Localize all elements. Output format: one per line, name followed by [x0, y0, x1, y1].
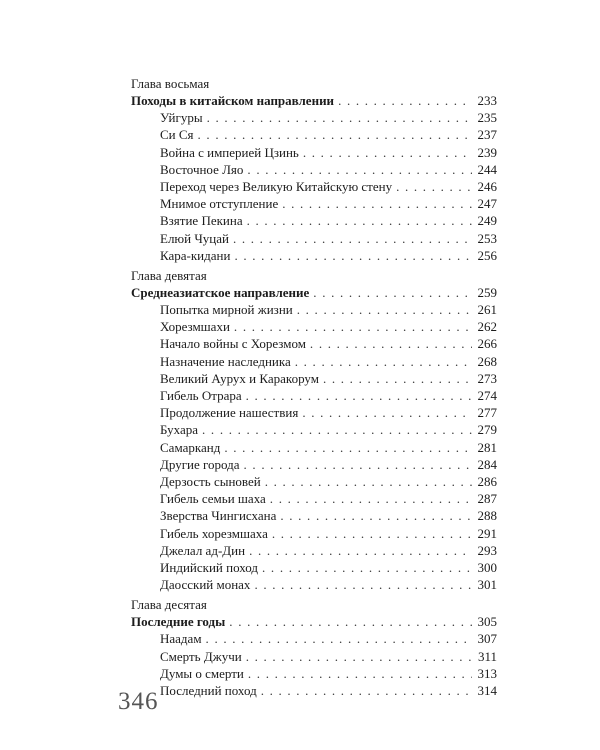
dot-leader — [297, 301, 472, 318]
page-number: 287 — [477, 491, 497, 507]
dot-leader — [234, 247, 472, 264]
dot-leader — [303, 144, 472, 161]
entry-title: Бухара — [160, 422, 199, 438]
toc-entry — [131, 490, 497, 507]
toc-entry — [131, 212, 497, 229]
entry-title: Война с империей Цзинь — [160, 144, 299, 160]
dot-leader — [261, 682, 472, 699]
dot-leader — [254, 576, 472, 593]
dot-leader — [310, 335, 472, 352]
chapter-section — [131, 268, 497, 593]
toc-entry — [131, 161, 497, 178]
toc-entry — [131, 126, 497, 143]
page-number: 246 — [477, 178, 497, 194]
dot-leader — [207, 109, 472, 126]
entry-title: Гибель Отрара — [160, 388, 242, 403]
entry-title: Назначение наследника — [160, 353, 291, 369]
dot-leader — [233, 230, 472, 247]
dot-leader — [313, 284, 472, 301]
dot-leader — [302, 404, 472, 421]
toc-entry — [131, 109, 497, 126]
page-number: 247 — [477, 196, 497, 212]
chapter-label: Глава девятая — [131, 267, 207, 283]
chapter-title: Последние годы — [131, 614, 226, 630]
toc-entry — [131, 559, 497, 576]
chapter-label: Глава десятая — [131, 597, 207, 613]
entry-title: Уйгуры — [160, 110, 203, 126]
table-of-contents — [131, 76, 497, 703]
chapter-title-row — [131, 613, 497, 630]
entry-title: Наадам — [160, 631, 202, 647]
toc-entry — [131, 353, 497, 370]
page-number: 311 — [477, 648, 497, 664]
dot-leader — [206, 630, 472, 647]
toc-entry — [131, 301, 497, 318]
entry-title: Хорезмшахи — [160, 319, 230, 335]
entry-title: Зверства Чингисхана — [160, 508, 277, 524]
dot-leader — [295, 353, 472, 370]
dot-leader — [248, 665, 472, 682]
toc-entry — [131, 576, 497, 593]
entry-title: Последний поход — [160, 683, 257, 698]
page-number: 244 — [477, 161, 497, 177]
page-number: 239 — [477, 144, 497, 160]
toc-entry — [131, 178, 497, 195]
page-number: 314 — [477, 683, 497, 698]
page-number: 281 — [477, 439, 497, 455]
chapter-title-row — [131, 92, 497, 109]
page-number: 274 — [477, 388, 497, 403]
dot-leader — [270, 490, 472, 507]
dot-leader — [280, 507, 472, 524]
toc-entry — [131, 665, 497, 682]
toc-entry — [131, 335, 497, 352]
entry-title: Начало войны с Хорезмом — [160, 336, 306, 352]
toc-entry — [131, 456, 497, 473]
page-number: 235 — [477, 110, 497, 126]
page-number: 305 — [477, 614, 497, 630]
page-number: 237 — [477, 127, 497, 143]
toc-entry — [131, 421, 497, 438]
entry-title: Продолжение нашествия — [160, 405, 299, 421]
dot-leader — [244, 456, 472, 473]
toc-entry — [131, 525, 497, 542]
entry-title: Попытка мирной жизни — [160, 302, 293, 318]
toc-entry — [131, 473, 497, 490]
page-folio-number: 346 — [118, 688, 159, 715]
dot-leader — [247, 161, 472, 178]
dot-leader — [323, 370, 472, 387]
toc-entry — [131, 404, 497, 421]
entry-title: Кара-кидани — [160, 247, 231, 263]
toc-entry — [131, 195, 497, 212]
toc-entry — [131, 630, 497, 647]
dot-leader — [202, 421, 472, 438]
dot-leader — [247, 212, 472, 229]
toc-entry — [131, 387, 497, 404]
page-number: 253 — [477, 230, 497, 246]
dot-leader — [338, 92, 472, 109]
chapter-section — [131, 76, 497, 264]
page-number: 233 — [477, 93, 497, 108]
toc-entry — [131, 682, 497, 699]
chapter-title: Походы в китайском направлении — [131, 93, 335, 108]
entry-title: Самарканд — [160, 439, 221, 455]
toc-entry — [131, 542, 497, 559]
toc-entry — [131, 144, 497, 161]
toc-entry — [131, 247, 497, 264]
page-number: 259 — [477, 284, 497, 300]
entry-title: Великий Аурух и Каракорум — [160, 370, 319, 386]
page-number: 291 — [477, 525, 497, 541]
entry-title: Думы о смерти — [160, 665, 244, 681]
entry-title: Гибель семьи шаха — [160, 491, 266, 507]
page-number: 307 — [477, 631, 497, 647]
chapter-title-row — [131, 284, 497, 301]
dot-leader — [246, 387, 472, 404]
dot-leader — [396, 178, 472, 195]
page-number: 256 — [477, 247, 497, 263]
page-number: 249 — [477, 213, 497, 229]
page-number: 277 — [477, 405, 497, 421]
dot-leader — [272, 525, 472, 542]
page-number: 284 — [477, 456, 497, 472]
toc-entry — [131, 230, 497, 247]
toc-entry — [131, 648, 497, 665]
page-number: 266 — [477, 336, 497, 352]
dot-leader — [246, 648, 472, 665]
entry-title: Си Ся — [160, 127, 194, 143]
page-number: 300 — [477, 559, 497, 575]
chapter-label: Глава восьмая — [131, 76, 210, 91]
entry-title: Мнимое отступление — [160, 196, 279, 212]
entry-title: Переход через Великую Китайскую стену — [160, 178, 393, 194]
page-number: 313 — [477, 665, 497, 681]
entry-title: Восточное Ляо — [160, 161, 244, 177]
dot-leader — [262, 559, 472, 576]
entry-title: Джелал ад-Дин — [160, 542, 246, 558]
entry-title: Индийский поход — [160, 559, 259, 575]
page-number: 286 — [477, 473, 497, 489]
page-number: 288 — [477, 508, 497, 524]
dot-leader — [249, 542, 472, 559]
entry-title: Дерзость сыновей — [160, 473, 261, 489]
dot-leader — [198, 126, 472, 143]
chapter-title: Среднеазиатское направление — [131, 284, 310, 300]
dot-leader — [229, 613, 472, 630]
entry-title: Даосский монах — [160, 577, 251, 593]
entry-title: Взятие Пекина — [160, 213, 243, 229]
dot-leader — [224, 439, 472, 456]
page-number: 293 — [477, 542, 497, 558]
dot-leader — [265, 473, 472, 490]
page-number: 279 — [477, 422, 497, 438]
toc-entry — [131, 507, 497, 524]
page-number: 268 — [477, 353, 497, 369]
toc-entry — [131, 318, 497, 335]
page-number: 301 — [477, 577, 497, 593]
chapter-section — [131, 597, 497, 699]
entry-title: Смерть Джучи — [160, 648, 242, 664]
entry-title: Гибель хорезмшаха — [160, 525, 268, 541]
dot-leader — [282, 195, 472, 212]
toc-entry — [131, 439, 497, 456]
entry-title: Другие города — [160, 456, 240, 472]
page-number: 273 — [477, 370, 497, 386]
dot-leader — [234, 318, 472, 335]
toc-entry — [131, 370, 497, 387]
page-number: 262 — [477, 319, 497, 335]
page-number: 261 — [477, 302, 497, 318]
entry-title: Елюй Чуцай — [160, 230, 229, 246]
